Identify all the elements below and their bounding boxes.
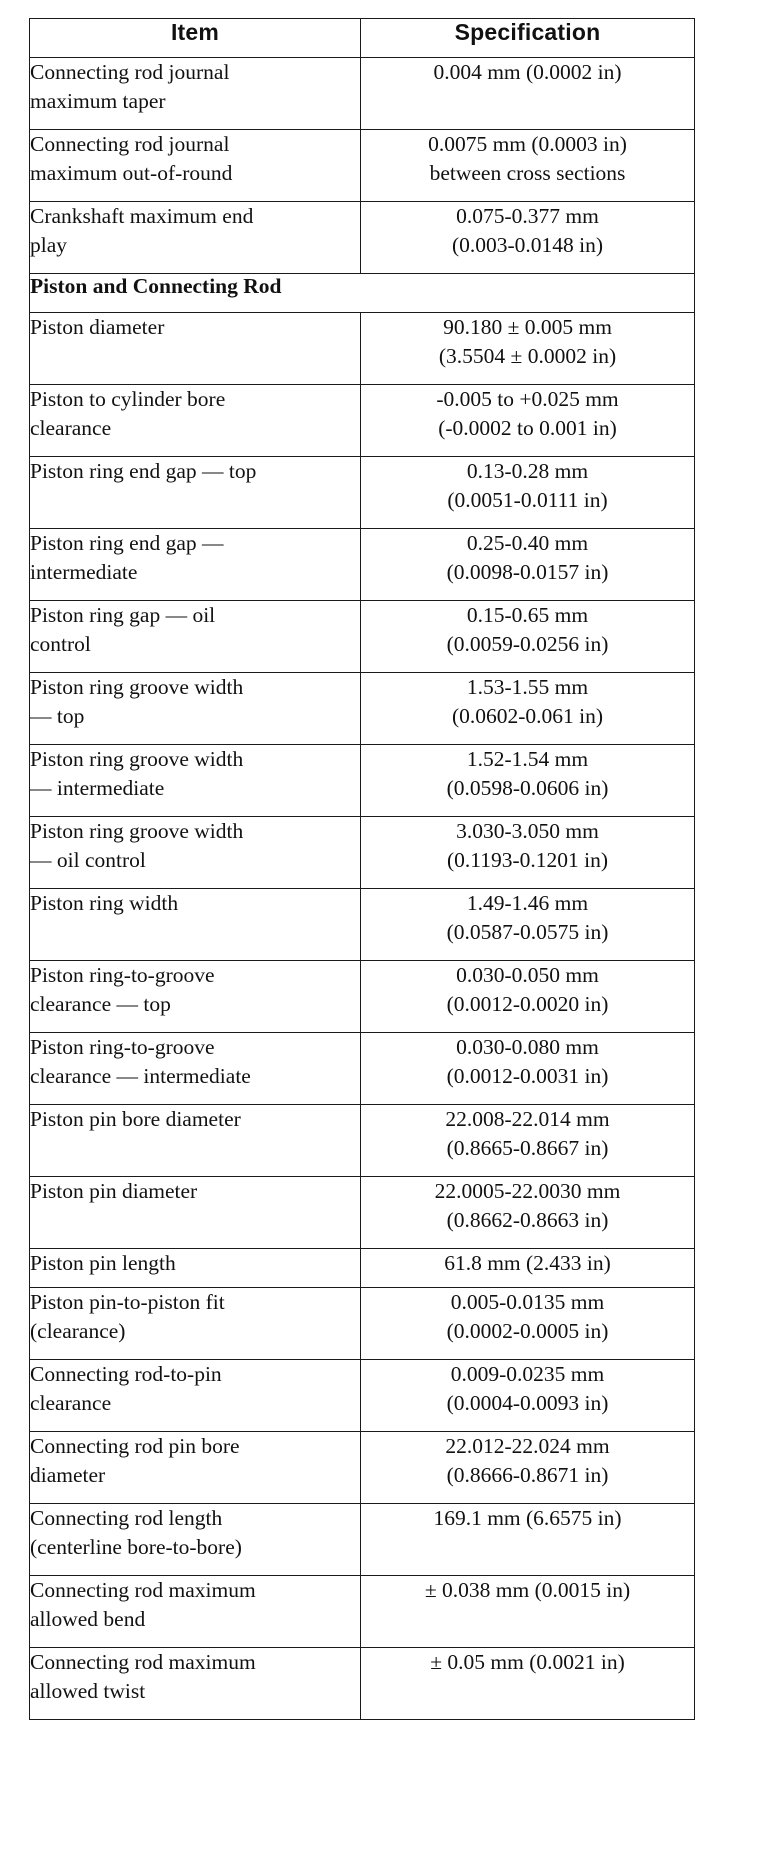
item-text-line: Piston ring groove width <box>30 675 244 699</box>
item-text-line: Connecting rod length <box>30 1506 223 1530</box>
specification-text-line: 169.1 mm (6.6575 in) <box>433 1506 622 1530</box>
item-text-line: — intermediate <box>30 776 165 800</box>
item-text-line: allowed twist <box>30 1679 146 1703</box>
table-row <box>30 1648 695 1720</box>
item-cell <box>30 1249 361 1288</box>
specification-cell <box>361 817 695 889</box>
table-row <box>30 673 695 745</box>
specification-cell <box>361 1105 695 1177</box>
specification-cell <box>361 1177 695 1249</box>
table-row <box>30 889 695 961</box>
item-cell <box>30 457 361 529</box>
item-text-line: Piston to cylinder bore <box>30 387 226 411</box>
item-text-line: control <box>30 632 91 656</box>
specification-text-line: (0.0059-0.0256 in) <box>446 632 609 656</box>
item-text-line: Piston diameter <box>30 315 165 339</box>
table-row <box>30 1288 695 1360</box>
specification-text-line: (0.0004-0.0093 in) <box>446 1391 609 1415</box>
section-header-row <box>30 274 695 313</box>
specification-text-line: 61.8 mm (2.433 in) <box>444 1251 611 1275</box>
item-cell <box>30 1432 361 1504</box>
specification-text-line: (0.0051-0.0111 in) <box>447 488 608 512</box>
item-cell <box>30 673 361 745</box>
table-row <box>30 202 695 274</box>
specification-text-line: 1.53-1.55 mm <box>466 675 589 699</box>
specification-cell <box>361 1432 695 1504</box>
item-text-line: Piston pin-to-piston fit <box>30 1290 225 1314</box>
specification-text-line: 3.030-3.050 mm <box>456 819 599 843</box>
table-body-top <box>30 58 695 274</box>
table-row <box>30 1249 695 1288</box>
item-text-line: Piston ring-to-groove <box>30 1035 215 1059</box>
specification-text-line: ± 0.038 mm (0.0015 in) <box>424 1578 631 1602</box>
specification-text-line: (0.8665-0.8667 in) <box>446 1136 609 1160</box>
specification-text-line: (0.0598-0.0606 in) <box>446 776 609 800</box>
item-cell <box>30 1576 361 1648</box>
specification-text-line: 22.012-22.024 mm <box>445 1434 610 1458</box>
specification-cell <box>361 457 695 529</box>
table-row <box>30 1177 695 1249</box>
item-text-line: Piston ring width <box>30 891 179 915</box>
item-text-line: play <box>30 233 68 257</box>
item-cell <box>30 745 361 817</box>
specification-cell <box>361 1360 695 1432</box>
item-cell <box>30 385 361 457</box>
specification-cell <box>361 601 695 673</box>
specification-text-line: (0.0012-0.0020 in) <box>446 992 609 1016</box>
specification-text-line: 0.009-0.0235 mm <box>450 1362 605 1386</box>
table-row <box>30 385 695 457</box>
table-row <box>30 457 695 529</box>
specification-text-line: 90.180 ± 0.005 mm <box>443 315 612 339</box>
table-row <box>30 313 695 385</box>
specification-cell <box>361 745 695 817</box>
specification-cell <box>361 529 695 601</box>
specification-text-line: (0.8666-0.8671 in) <box>446 1463 609 1487</box>
item-cell <box>30 1033 361 1105</box>
table-row <box>30 1576 695 1648</box>
item-text-line: Piston ring groove width <box>30 819 244 843</box>
specification-cell <box>361 961 695 1033</box>
specification-text-line: (3.5504 ± 0.0002 in) <box>438 344 617 368</box>
item-text-line: intermediate <box>30 560 138 584</box>
specification-cell <box>361 889 695 961</box>
item-cell <box>30 313 361 385</box>
specification-text-line: 0.25-0.40 mm <box>466 531 589 555</box>
specification-text-line: 1.52-1.54 mm <box>466 747 589 771</box>
item-cell <box>30 529 361 601</box>
item-text-line: Crankshaft maximum end <box>30 204 254 228</box>
table-row <box>30 1432 695 1504</box>
item-text-line: — top <box>30 704 85 728</box>
table-row <box>30 745 695 817</box>
item-text-line: Connecting rod journal <box>30 60 230 84</box>
item-text-line: Piston ring gap — oil <box>30 603 216 627</box>
item-text-line: maximum taper <box>30 89 166 113</box>
specification-text-line: 22.008-22.014 mm <box>445 1107 610 1131</box>
table-row <box>30 601 695 673</box>
specification-text-line: 0.13-0.28 mm <box>466 459 589 483</box>
specification-text-line: (0.0002-0.0005 in) <box>446 1319 609 1343</box>
table-row <box>30 130 695 202</box>
item-text-line: Connecting rod maximum <box>30 1650 256 1674</box>
item-cell <box>30 817 361 889</box>
specification-cell <box>361 1648 695 1720</box>
specification-text-line: (0.0012-0.0031 in) <box>446 1064 609 1088</box>
specification-text-line: (0.0602-0.061 in) <box>451 704 604 728</box>
specification-cell <box>361 202 695 274</box>
specification-cell <box>361 673 695 745</box>
item-cell <box>30 1105 361 1177</box>
section-body <box>30 274 695 313</box>
item-text-line: maximum out-of-round <box>30 161 233 185</box>
item-column-header: Item <box>30 19 361 58</box>
specification-text-line: -0.005 to +0.025 mm <box>436 387 619 411</box>
table-row <box>30 529 695 601</box>
item-text-line: (centerline bore-to-bore) <box>30 1535 242 1559</box>
specification-text-line: between cross sections <box>429 161 626 185</box>
item-cell <box>30 1648 361 1720</box>
specification-text-line: (0.003-0.0148 in) <box>451 233 604 257</box>
section-title: Piston and Connecting Rod <box>30 274 695 313</box>
item-text-line: (clearance) <box>30 1319 126 1343</box>
specification-text-line: (0.8662-0.8663 in) <box>446 1208 609 1232</box>
table-body-main <box>30 313 695 1720</box>
item-cell <box>30 889 361 961</box>
table-header-row <box>30 19 695 58</box>
item-text-line: Connecting rod pin bore <box>30 1434 240 1458</box>
item-cell <box>30 202 361 274</box>
specification-text-line: (0.0098-0.0157 in) <box>446 560 609 584</box>
specification-table <box>29 18 695 1720</box>
specification-cell <box>361 1033 695 1105</box>
item-text-line: allowed bend <box>30 1607 146 1631</box>
item-text-line: Piston ring groove width <box>30 747 244 771</box>
item-cell <box>30 1360 361 1432</box>
specification-cell <box>361 1576 695 1648</box>
table-row <box>30 58 695 130</box>
specification-text-line: (-0.0002 to 0.001 in) <box>438 416 617 440</box>
item-text-line: clearance — intermediate <box>30 1064 251 1088</box>
item-text-line: diameter <box>30 1463 106 1487</box>
specification-text-line: 0.0075 mm (0.0003 in) <box>428 132 627 156</box>
item-cell <box>30 58 361 130</box>
item-text-line: Piston ring end gap — top <box>30 459 257 483</box>
specification-text-line: 0.075-0.377 mm <box>456 204 599 228</box>
table-row <box>30 1105 695 1177</box>
item-text-line: Piston ring end gap — <box>30 531 224 555</box>
specification-text-line: 0.030-0.080 mm <box>456 1035 599 1059</box>
item-text-line: clearance <box>30 1391 112 1415</box>
specification-cell <box>361 1504 695 1576</box>
table-row <box>30 961 695 1033</box>
item-text-line: clearance <box>30 416 112 440</box>
item-text-line: Connecting rod journal <box>30 132 230 156</box>
specification-text-line: ± 0.05 mm (0.0021 in) <box>430 1650 625 1674</box>
item-text-line: Piston pin diameter <box>30 1179 198 1203</box>
item-cell <box>30 130 361 202</box>
table-row <box>30 1504 695 1576</box>
specification-text-line: (0.0587-0.0575 in) <box>446 920 609 944</box>
table-row <box>30 1360 695 1432</box>
specification-text-line: 0.005-0.0135 mm <box>450 1290 605 1314</box>
item-text-line: Connecting rod maximum <box>30 1578 256 1602</box>
specification-text-line: 0.15-0.65 mm <box>466 603 589 627</box>
specification-cell <box>361 58 695 130</box>
specification-cell <box>361 1288 695 1360</box>
specification-cell <box>361 130 695 202</box>
table-row <box>30 1033 695 1105</box>
item-cell <box>30 1504 361 1576</box>
specification-column-header: Specification <box>361 19 695 58</box>
table-row <box>30 817 695 889</box>
specification-text-line: (0.1193-0.1201 in) <box>446 848 609 872</box>
specification-text-line: 0.030-0.050 mm <box>456 963 599 987</box>
item-cell <box>30 601 361 673</box>
item-text-line: — oil control <box>30 848 146 872</box>
specification-cell <box>361 385 695 457</box>
specification-text-line: 0.004 mm (0.0002 in) <box>433 60 622 84</box>
item-text-line: Piston ring-to-groove <box>30 963 215 987</box>
item-cell <box>30 961 361 1033</box>
specification-cell <box>361 313 695 385</box>
item-cell <box>30 1177 361 1249</box>
specification-text-line: 22.0005-22.0030 mm <box>434 1179 621 1203</box>
item-text-line: Piston pin bore diameter <box>30 1107 241 1131</box>
item-text-line: Piston pin length <box>30 1251 176 1275</box>
specification-text-line: 1.49-1.46 mm <box>466 891 589 915</box>
specification-cell <box>361 1249 695 1288</box>
item-text-line: Connecting rod-to-pin <box>30 1362 222 1386</box>
item-text-line: clearance — top <box>30 992 171 1016</box>
item-cell <box>30 1288 361 1360</box>
